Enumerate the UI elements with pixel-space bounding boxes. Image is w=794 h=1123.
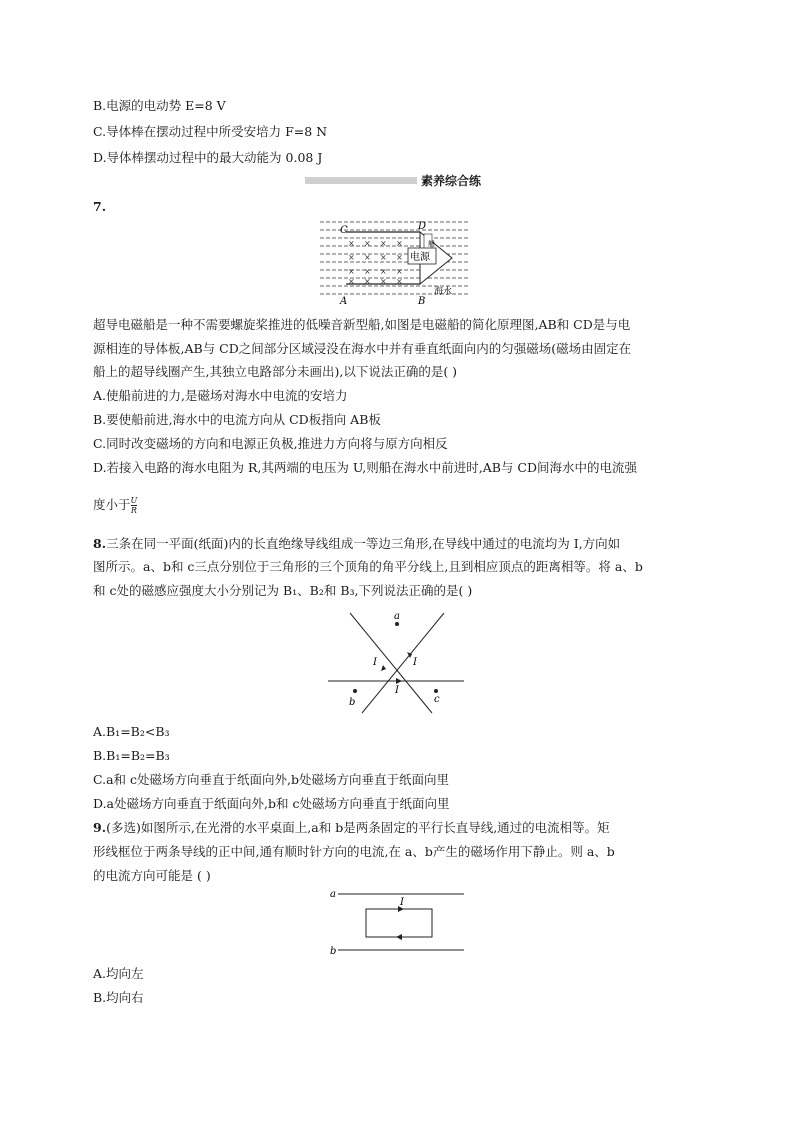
svg-text:×: × [380, 267, 387, 276]
q8-stem-line2: 图所示。a、b和 c三点分别位于三角形的三个顶角的角平分线上,且到相应顶点的距离相等。将 a、b [93, 559, 643, 574]
point-c [434, 689, 438, 693]
label-b: b [330, 946, 337, 957]
svg-text:×: × [380, 239, 387, 248]
svg-text:×: × [396, 239, 403, 248]
svg-text:×: × [364, 267, 371, 276]
rectangular-frame [366, 909, 432, 937]
label-i-bottom: I [395, 685, 399, 696]
fraction-u-over-r: $\frac{U}{R}$ [130, 496, 138, 515]
svg-text:×: × [364, 277, 371, 286]
label-a: a [330, 889, 336, 900]
arrow-left [381, 665, 386, 671]
label-i-right: I [413, 657, 417, 668]
q8-option-d: D.a处磁场方向垂直于纸面向外,b和 c处磁场方向垂直于纸面向里 [93, 796, 450, 811]
label-b: B [418, 296, 426, 307]
label-d: D [418, 221, 427, 232]
svg-text:×: × [380, 253, 387, 262]
q9-stem-line3: 的电流方向可能是 ( ) [93, 868, 211, 883]
q7-number: 7. [93, 199, 107, 214]
svg-text:×: × [348, 277, 355, 286]
q9-option-b: B.均向右 [93, 990, 144, 1005]
svg-text:×: × [396, 253, 403, 262]
label-a: A [340, 296, 348, 307]
arrow-bottom [396, 934, 402, 940]
q8-stem-line3: 和 c处的磁感应强度大小分别记为 B₁、B₂和 B₃,下列说法正确的是( ) [93, 583, 473, 598]
svg-text:×: × [348, 267, 355, 276]
q7-stem-line2: 源相连的导体板,AB与 CD之间部分区域浸没在海水中并有垂直纸面向内的匀强磁场(磁场由固定在 [93, 341, 632, 356]
svg-text:×: × [396, 267, 403, 276]
section-header-bar [305, 177, 417, 184]
point-a [395, 622, 399, 626]
wire-left-down [350, 613, 432, 713]
label-b: b [349, 697, 356, 708]
q8-triangle-diagram [326, 605, 468, 715]
q8-option-b: B.B₁=B₂=B₃ [93, 748, 170, 763]
q7-option-a: A.使船前进的力,是磁场对海水中电流的安培力 [93, 388, 348, 403]
q7-option-d-line2: 度小于 $\frac{U}{R}$ [93, 496, 138, 515]
point-b [353, 689, 357, 693]
q8-option-c: C.a和 c处磁场方向垂直于纸面向外,b处磁场方向垂直于纸面向里 [93, 772, 449, 787]
svg-text:×: × [364, 239, 371, 248]
label-c: C [340, 225, 348, 236]
label-i-left: I [373, 657, 377, 668]
svg-text:×: × [348, 253, 355, 262]
q9-stem-line1: 9.(多选)如图所示,在光滑的水平桌面上,a和 b是两条固定的平行长直导线,通过的电流相等。矩 [93, 820, 610, 835]
q6-option-c: C.导体棒在摆动过程中所受安培力 F=8 N [93, 124, 328, 139]
q9-wire-frame-diagram [326, 888, 468, 960]
q6-option-b: B.电源的电动势 E=8 V [93, 98, 226, 113]
q7-stem-line1: 超导电磁船是一种不需要螺旋桨推进的低噪音新型船,如图是电磁船的简化原理图,AB和 CD是与电 [93, 317, 631, 332]
section-title: 素养综合练 [421, 174, 482, 188]
q6-option-d: D.导体棒摆动过程中的最大动能为 0.08 J [93, 150, 323, 165]
label-i: I [400, 897, 404, 908]
q8-option-a: A.B₁=B₂<B₃ [93, 724, 170, 739]
q7-ship-diagram [318, 218, 470, 308]
label-c: c [434, 694, 440, 705]
svg-text:×: × [348, 239, 355, 248]
hull-label: 船 [428, 240, 435, 248]
q9-stem-line2: 形线框位于两条导线的正中间,通有顺时针方向的电流,在 a、b产生的磁场作用下静止。则 a、b [93, 844, 615, 859]
svg-text:×: × [380, 277, 387, 286]
q9-option-a: A.均向左 [93, 966, 144, 981]
q8-stem-line1: 8.三条在同一平面(纸面)内的长直绝缘导线组成一等边三角形,在导线中通过的电流均为 I,方向如 [93, 536, 621, 551]
arrow-horizontal [396, 678, 402, 684]
svg-text:×: × [364, 253, 371, 262]
q7-option-b: B.要使船前进,海水中的电流方向从 CD板指向 AB板 [93, 412, 381, 427]
q7-option-d-line1: D.若接入电路的海水电阻为 R,其两端的电压为 U,则船在海水中前进时,AB与 CD间海水中的电流强 [93, 460, 637, 475]
svg-text:×: × [396, 277, 403, 286]
power-source-label: 电源 [410, 252, 430, 263]
q7-stem-line3: 船上的超导线圈产生,其独立电路部分未画出),以下说法正确的是( ) [93, 364, 458, 379]
label-a: a [394, 611, 400, 622]
seawater-label: 海水 [434, 287, 453, 297]
q7-option-c: C.同时改变磁场的方向和电源正负极,推进力方向将与原方向相反 [93, 436, 448, 451]
